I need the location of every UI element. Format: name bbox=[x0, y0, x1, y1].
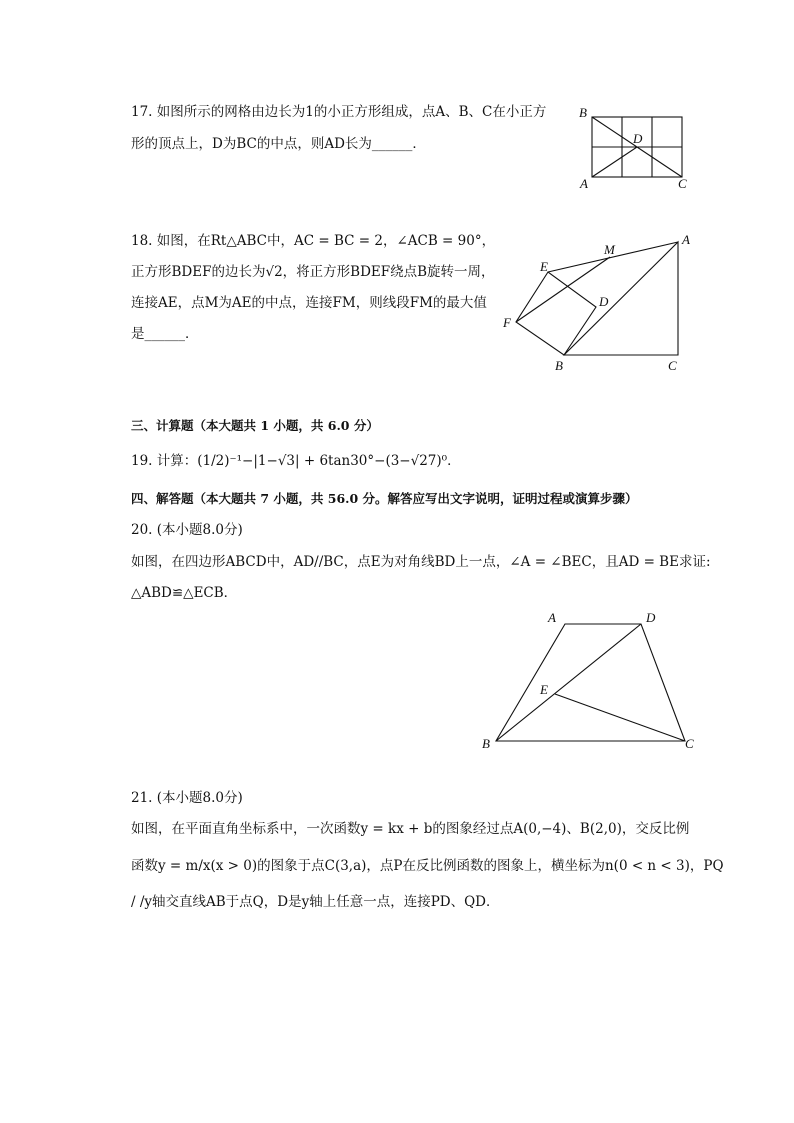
section3-heading: 三、计算题（本大题共 1 小题，共 6.0 分） bbox=[131, 418, 379, 433]
q18-line4: 是______． bbox=[131, 326, 199, 342]
q21-header: 21. (本小题8.0分) bbox=[131, 790, 243, 806]
q17-line2: 形的顶点上，D为BC的中点，则AD长为______． bbox=[131, 136, 426, 152]
q20-line1: 如图，在四边形ABCD中，AD//BC，点E为对角线BD上一点，∠A = ∠BEC，且AD = BE求证: bbox=[131, 554, 711, 570]
q18-label-d: D bbox=[599, 294, 609, 309]
q18-label-m: M bbox=[604, 242, 615, 257]
q20-label-a: A bbox=[548, 610, 556, 625]
q20-quadrilateral-figure bbox=[478, 606, 703, 754]
q20-label-e: E bbox=[540, 682, 548, 697]
q20-segment-ec bbox=[555, 694, 685, 741]
section4-heading: 四、解答题（本大题共 7 小题，共 56.0 分。解答应写出文字说明，证明过程或演算步骤） bbox=[131, 491, 638, 506]
q20-label-d: D bbox=[646, 610, 656, 625]
q20-line2: △ABD≌△ECB． bbox=[131, 585, 238, 601]
q18-label-e: E bbox=[540, 259, 548, 274]
q20-diagonal-bd bbox=[496, 624, 641, 741]
q20-label-c: C bbox=[685, 736, 694, 751]
q18-label-a: A bbox=[682, 232, 690, 247]
q18-label-c: C bbox=[668, 358, 677, 373]
q21-line2: 函数y = m/x(x > 0)的图象于点C(3,a)，点P在反比例函数的图象上，横坐标为n(0 < n < 3)，PQ bbox=[131, 858, 724, 874]
q17-label-b: B bbox=[579, 105, 587, 120]
q17-label-a: A bbox=[580, 176, 588, 191]
q17-line1: 17. 如图所示的网格由边长为1的小正方形组成，点A、B、C在小正方 bbox=[131, 104, 547, 120]
q18-line2: 正方形BDEF的边长为√2，将正方形BDEF绕点B旋转一周， bbox=[131, 264, 495, 280]
q18-label-f: F bbox=[503, 315, 511, 330]
q18-segment-fm bbox=[516, 257, 610, 322]
q20-label-b: B bbox=[482, 736, 490, 751]
q18-geometry-figure bbox=[500, 230, 700, 380]
q17-segment-ad bbox=[592, 147, 637, 177]
q18-line1: 18. 如图，在Rt△ABC中，AC = BC = 2，∠ACB = 90°， bbox=[131, 233, 496, 249]
q21-line3: / /y轴交直线AB于点Q，D是y轴上任意一点，连接PD、QD． bbox=[131, 894, 500, 910]
q20-header: 20. (本小题8.0分) bbox=[131, 522, 243, 538]
q17-label-c: C bbox=[678, 176, 687, 191]
q18-line3: 连接AE，点M为AE的中点，连接FM，则线段FM的最大值 bbox=[131, 295, 487, 311]
q17-grid-figure bbox=[572, 102, 692, 194]
q18-triangle-abc bbox=[564, 242, 678, 355]
q18-label-b: B bbox=[555, 358, 563, 373]
q19-line: 19. 计算：(1/2)⁻¹−|1−√3| + 6tan30°−(3−√27)⁰． bbox=[131, 453, 461, 469]
q17-label-d: D bbox=[633, 131, 643, 146]
q21-line1: 如图，在平面直角坐标系中，一次函数y = kx + b的图象经过点A(0,−4)、B(2,0)，交反比例 bbox=[131, 821, 690, 837]
q20-quadrilateral-abcd bbox=[496, 624, 685, 741]
